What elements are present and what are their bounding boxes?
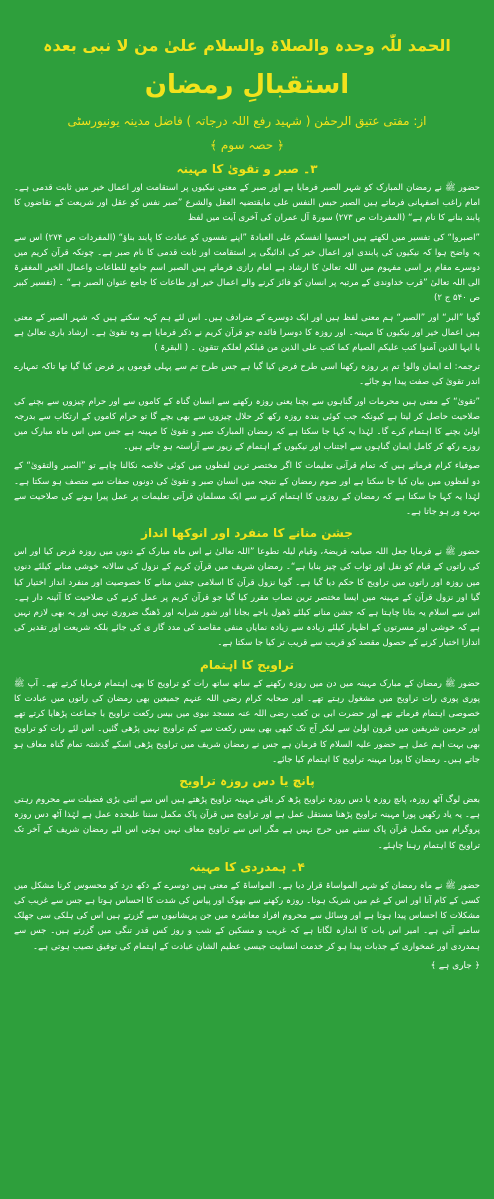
paragraph: ”اصبروا“ کی تفسیر میں لکھتے ہیں احبسوا انفسکم علی العبادۃ ”اپنے نفسوں کو عبادت کا پابند بناؤ“ (المفردات ص ۲۷۴) اس سے یہ واضح ہوا کہ نیکیوں کی پابندی اور اعمال خیر کی ادائیگی پر استقامت اور ثابت قدمی کا نام صبر ہے۔ چونکہ قرآن کریم میں دوسرے مقام پر اسی مفہوم میں اللہ تعالیٰ کا ارشاد ہے امام رازی فرماتے ہیں الصبر اسم جامع للطاعات واعمال الخیر المغفرۃ الی اللہ تعالیٰ ”قرب خداوندی کے مرتبہ پر انسان کو فائز کرنے والے اعمال خیر اور طاعات کا جامع عنوان الصبر ہے“ ۔ (تفسیر کبیر ص ۵۴۰ ج ۲) — [14, 232, 480, 304]
part-label: ﴿ حصہ سوم ﴾ — [209, 138, 285, 152]
paragraph: حضور ﷺ نے رمضان المبارک کو شہر الصبر فرمایا ہے اور صبر کے معنی نیکیوں پر استقامت اور اعمال خیر میں ثابت قدمی ہے۔ امام راغب اصفہانی فرماتے ہیں الصبر حبس النفس علی مایقتضیہ العقل والشرع ”صبر نفس کو عقل اور شریعت کے تقاضوں کا پابند بنانے کا نام ہے“ (المفردات ص ۲۷۳) سورۃ آل عمران کی آخری آیت میں لفظ — [14, 183, 480, 224]
bismillah-header: الحمد للّٰہ وحدہ والصلاۃ والسلام علیٰ من لا نبی بعدہ — [43, 36, 451, 55]
section-sabr — [14, 160, 480, 520]
paragraph: بعض لوگ آٹھ روزہ، پانچ روزہ یا دس روزہ تراویح پڑھ کر باقی مہینہ تراویح پڑھتے ہیں اس سے اتنی بڑی فضیلت سے محروم رہتی ہے۔ یہ یاد رکھیں پورا مہینہ تراویح پڑھنا مستقل عمل ہے اور تراویح میں قرآن پاک مکمل سننا علیحدہ عمل ہے لہٰذا آٹھ دس روزہ پروگرام میں مکمل قرآن پاک سننے میں حرج نہیں ہے مگر اس سے تراویح معاف نہیں ہوتی اس لئے رمضان شریف کے آخر تک تراویح کا اہتمام رہنا چاہئے۔ — [14, 794, 480, 851]
author-line: از: مفتی عتیق الرحمٰن ( شہید رفع اللہ درجاتہ ) فاضل مدینہ یونیورسٹی — [67, 114, 427, 128]
paragraph: ترجمہ: اے ایمان والو! تم پر روزہ رکھنا اسی طرح فرض کیا گیا ہے جس طرح تم سے پہلی قوموں پر فرض کیا گیا تھا تاکہ تمہارے اندر تقویٰ کی صفت پیدا ہو جائے۔ — [14, 362, 480, 388]
section-jashn — [14, 524, 480, 651]
section-heading: ۴۔ ہمدردی کا مہینہ — [189, 859, 305, 874]
section-taraweeh — [14, 656, 480, 768]
paragraph: حضور ﷺ رمضان کے مبارک مہینہ میں دن میں روزہ رکھنے کے ساتھ ساتھ رات کو تراویح کا بھی اہتمام فرمایا کرتے تھے۔ آپ ﷺ پوری پوری رات تراویح میں مشغول رہتے تھے۔ اور صحابہ کرام رضی اللہ عنہم جمیعین بھی رمضان کی راتوں میں عبادت کا خصوصی اہتمام فرماتے تھے اور حضرت ابی بن کعب رضی اللہ عنہ مسجد نبوی میں بیس رکعت تراویح با جماعت پڑھایا کرتے تھے اور حرمین شریفین میں قرون اولیٰ سے لیکر آج تک کبھی بھی بیس رکعت سے کم تراویح نہیں پڑھی گئیں۔ اس لئے رات کو تراویح بھی بہت اہم عمل ہے حضور علیہ السلام کا فرمان ہے جس نے رمضان شریف میں تراویح پڑھی اسکے گذشتہ تمام گناہ معاف ہو جاتے ہیں۔ رمضان کا پورا مہینہ تراویح کا اہتمام کیا جائے۔ — [14, 678, 480, 765]
page-title: استقبالِ رمضان — [144, 70, 350, 100]
section-heading: پانچ یا دس روزہ تراویح — [179, 773, 315, 788]
section-heading: جشن منانے کا منفرد اور انوکھا انداز — [141, 526, 353, 541]
paragraph: ”تقویٰ“ کے معنی ہیں محرمات اور گناہوں سے بچنا یعنی روزہ رکھنے سے انسان گناہ کے کاموں سے اور حرام چیزوں سے بچنے کی صلاحیت حاصل کر لیتا ہے کیونکہ جب کوئی بندہ روزہ رکھ کر حلال چیزوں سے بھی بچے گا تو حرام کاموں کے ارتکاب سے بدرجہ اولیٰ بچنے کا اہتمام کرے گا۔ لہٰذا یہ کہا جا سکتا ہے کہ رمضان المبارک صبر و تقویٰ کا مہینہ ہے جس میں اس ماہ مبارک میں روزے رکھ کر کامل ایمان گناہوں سے اجتناب اور نیکیوں کے اہتمام کے زیور سے آراستہ ہو جاتے ہیں۔ — [14, 396, 480, 453]
section-heading: ۳۔ صبر و تقویٰ کا مہینہ — [176, 162, 318, 176]
paragraph: صوفیاء کرام فرماتے ہیں کہ تمام قرآنی تعلیمات کا اگر مختصر ترین لفظوں میں کوئی خلاصہ نکالنا چاہے تو ”الصبر والتقویٰ“ کے دو لفظوں میں بیان کیا جا سکتا ہے اور صوم رمضان کے نتیجہ میں انسان صبر و تقویٰ کی دونوں صفات سے متصف ہو سکتا ہے۔ لہٰذا یہ کہا جا سکتا ہے کہ رمضان کے روزوں کا اہتمام کرنے سے ایک مسلمان قرآنی تعلیمات پر عمل پیرا ہونے کی صلاحیت سے بہرہ ور ہو جاتا ہے۔ — [14, 461, 480, 518]
paragraph: حضور ﷺ نے فرمایا جعل اللہ صیامہ فریضۃ، وقیام لیلہ تطوعا ”اللہ تعالیٰ نے اس ماہ مبارک کے دنوں میں روزہ فرض کیا اور اس کی راتوں کے قیام کو نفل اور ثواب کی چیز بنایا ہے“۔ رمضان شریف میں قرآن کریم کے نزول کی سالانہ خوشی منانے کیلئے دنوں میں روزہ اور راتوں میں تراویح کا حکم دیا گیا ہے۔ گویا نزول قرآن کا اسلامی جشن منانے کا خصوصیت اور منفرد انداز اختیار کیا گیا اور نزول قرآن کے مہینہ میں ایسا مختصر ترین نصاب مقرر کیا گیا جو قرآن کریم پر عمل کرنے کی صلاحیت کا آئینہ دار ہے۔ اس سے اسلام یہ بتانا چاہتا ہے کہ جشن منانے کیلئے ڈھول باجے بجانا اور شور شرابہ اور ڈھنگ ضروری نہیں اور یہ بھی لازم نہیں ہے کہ خوشی اور مسرتوں کے اظہار کیلئے زیادہ سے زیادہ نمایاں منفی مقاصد کی مدد گار ی کی جائے بلکہ شریعت اور تقدیر کی اندازا اختیار کرنے کے حصول مقصد کو قریب سے قریب تر کیا جا سکتا ہے۔ — [14, 547, 480, 649]
section-five-ten-days — [14, 772, 480, 854]
paragraph: گویا ”البر“ اور ”الصبر“ ہم معنی لفظ ہیں اور ایک دوسرے کے مترادف ہیں۔ اس لئے ہم کہہ سکتے ہیں کہ شہر الصبر کے معنی ہیں اعمال خیر اور نیکیوں کا مہینہ۔ اور روزہ کا دوسرا فائدہ جو قرآن کریم نے ذکر فرمایا ہے وہ تقویٰ ہے۔ ارشاد باری تعالیٰ ہے یا ایہا الذین آمنوا کتب علیکم الصیام کما کتب علی الذین من قبلکم لعلکم تتقون ۔ ( البقرۃ ) — [14, 312, 480, 354]
section-hamdardi — [14, 858, 480, 974]
paragraph: حضور ﷺ نے ماہ رمضان کو شہر المواساۃ قرار دیا ہے۔ المواساۃ کے معنی ہیں دوسرے کے دکھ درد کو محسوس کرنا مشکل میں کسی کے کام آنا اور اس کے غم میں شریک ہونا۔ روزہ رکھنے سے بھوک اور پیاس کی شدت کا احساس ہوتا ہے جس سے غریب کی مشکلات کا احساس پیدا ہوتا ہے اور وسائل سے محروم افراد معاشرہ میں جن پریشانیوں سے گزرتے ہیں اس کی ہلکی سی جھلک سامنے آتی ہے۔ امیر اس بات کا اندازہ لگاتا ہے کہ غریب و مسکین کے شب و روز کس قدر تنگی میں گزرتے ہیں۔ جس سے ہمدردی اور غمخواری کے جذبات پیدا ہو کر خدمت انسانیت جیسی عظیم الشان عبادت کے اہتمام کی توفیق نصیب ہوتی ہے۔ — [14, 880, 480, 952]
continued-label: ﴿ جاری ہے ﴾ — [430, 960, 480, 971]
section-heading: تراویح کا اہتمام — [200, 657, 294, 672]
